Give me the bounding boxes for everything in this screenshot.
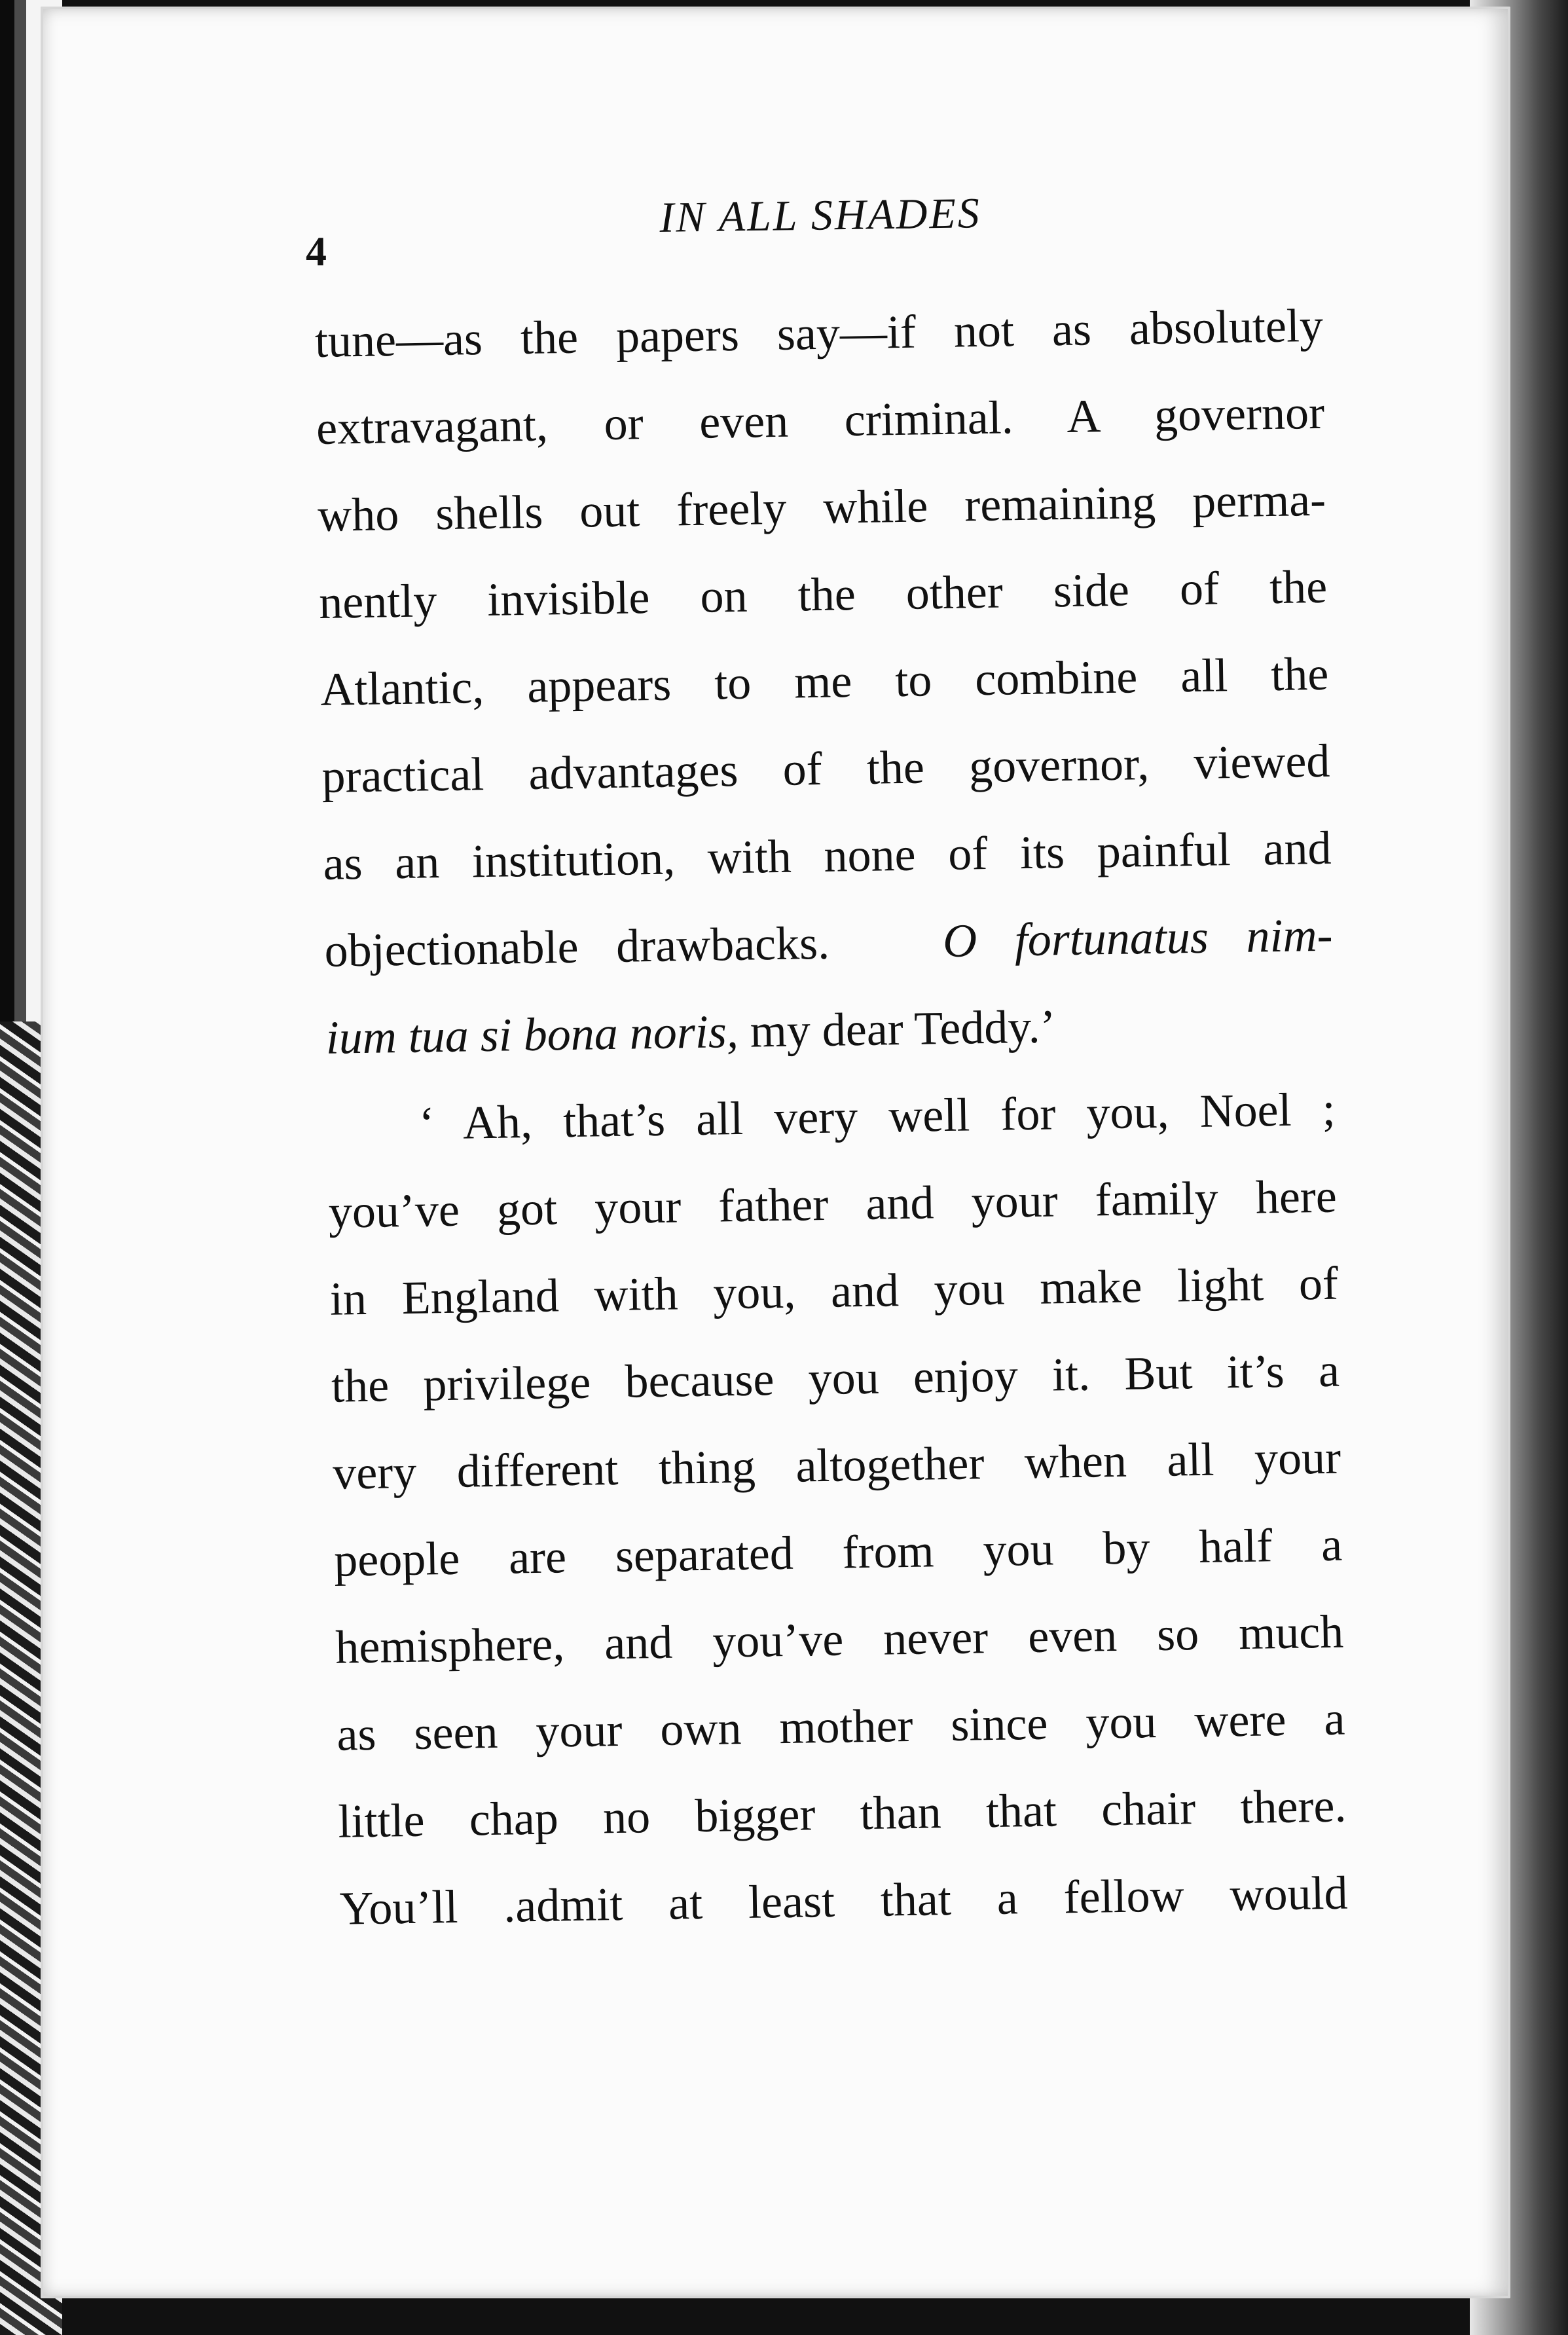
text-span: my dear Teddy.’ — [738, 1000, 1057, 1057]
text-line: extravagant, or even criminal. A governor — [316, 386, 1325, 454]
text-line: who shells out freely while remaining perma- — [317, 473, 1326, 542]
text-line-mixed — [324, 892, 1334, 995]
text-line: the privilege because you enjoy it. But it’s a — [331, 1344, 1340, 1412]
text-line: tune—as the papers say—if not as absolutely — [314, 299, 1324, 367]
paragraph-start-line: ‘ Ah, that’s all very well for you, Noel ; — [418, 1082, 1336, 1150]
text-line: Atlantic, appears to me to combine all the — [319, 647, 1329, 716]
text-line: little chap no bigger than that chair there. — [337, 1779, 1347, 1848]
text-line: hemisphere, and you’ve never even so much — [335, 1605, 1344, 1674]
text-line: practical advantages of the governor, viewed — [321, 734, 1330, 803]
text-line: very different thing altogether when all your — [332, 1431, 1341, 1499]
text-span: objectionable drawbacks. — [324, 916, 830, 977]
page-number: 4 — [306, 228, 327, 274]
text-line: as an institution, with none of its painful and — [322, 821, 1332, 890]
text-line: nently invisible on the other side of the — [318, 560, 1328, 629]
text-line: in England with you, and you make light of — [329, 1257, 1339, 1325]
text-line: you’ve got your father and your family here — [328, 1169, 1338, 1238]
page-header — [306, 189, 1419, 274]
latin-quote: O fortunatus nim- — [942, 908, 1334, 968]
text-line: You’ll .admit at least that a fellow would — [339, 1866, 1349, 1935]
text-line: people are separated from you by half a — [333, 1518, 1343, 1587]
running-head: IN ALL SHADES — [659, 189, 982, 242]
text-line-mixed — [325, 979, 1335, 1082]
text-line: as seen your own mother since you were a — [336, 1692, 1345, 1761]
body-text — [314, 282, 1349, 1953]
latin-quote: ium tua si bona noris, — [325, 1004, 739, 1064]
